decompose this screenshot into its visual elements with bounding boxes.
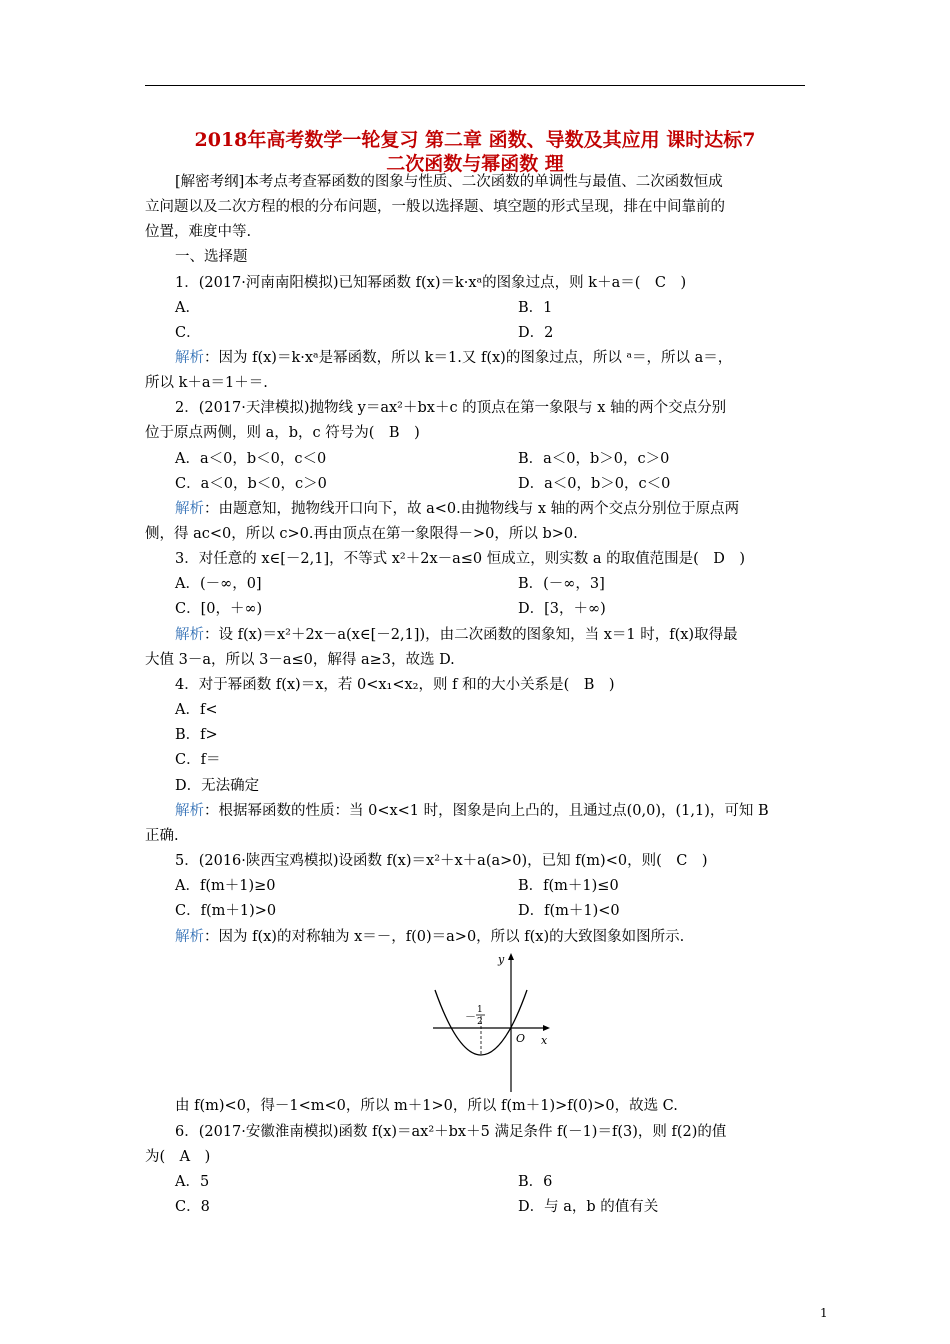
q4-solution-text: ：根据幂函数的性质：当 0<x<1 时，图象是向上凸的，且通过点(0,0)，(1,1)，可知 B bbox=[204, 803, 769, 819]
q1-stem: 1．(2017·河南南阳模拟)已知幂函数 f(x)＝k·xᵃ的图象过点，则 k＋a＝( C ) bbox=[175, 275, 687, 291]
q2-solution-line-2: 侧，得 ac<0，所以 c>0.再由顶点在第一象限得－>0，所以 b>0. bbox=[145, 526, 578, 542]
solution-label: 解析 bbox=[175, 803, 204, 819]
q5-option-c: C．f(m＋1)>0 bbox=[175, 903, 277, 919]
q2-solution-text: ：由题意知，抛物线开口向下，故 a<0.由抛物线与 x 轴的两个交点分别位于原点两 bbox=[204, 501, 740, 517]
parabola-figure bbox=[425, 950, 555, 1095]
q4-solution-line-1 bbox=[175, 801, 845, 821]
q1-solution-line-1 bbox=[175, 348, 845, 368]
page-title-line-2: 二次函数与幂函数 理 bbox=[386, 153, 564, 175]
tick-label-denominator: 2 bbox=[477, 1017, 483, 1027]
q6-option-a: A．5 bbox=[175, 1174, 210, 1190]
q4-option-d: D．无法确定 bbox=[175, 778, 260, 794]
header-rule bbox=[145, 85, 805, 86]
intro-line-1: [解密考纲]本考点考查幂函数的图象与性质、二次函数的单调性与最值、二次函数恒成 bbox=[175, 174, 723, 190]
q4-solution-line-2: 正确. bbox=[145, 828, 179, 844]
q4-option-a: A．f< bbox=[175, 702, 218, 718]
q2-stem-line-1: 2．(2017·天津模拟)抛物线 y＝ax²＋bx＋c 的顶点在第一象限与 x 轴的两个交点分别 bbox=[175, 400, 727, 416]
q4-option-c: C．f＝ bbox=[175, 752, 221, 768]
q3-option-c: C．[0，＋∞) bbox=[175, 601, 263, 617]
q6-options-row-1 bbox=[175, 1172, 845, 1192]
q6-stem-line-1: 6．(2017·安徽淮南模拟)函数 f(x)＝ax²＋bx＋5 满足条件 f(－1)＝f(3)，则 f(2)的值 bbox=[175, 1124, 727, 1140]
q5-solution-line-1 bbox=[175, 927, 845, 947]
q4-stem: 4．对于幂函数 f(x)＝x，若 0<x₁<x₂，则 f 和的大小关系是( B ) bbox=[175, 677, 615, 693]
tick-label-minus: － bbox=[465, 1010, 476, 1023]
q1-option-a: A． bbox=[175, 300, 200, 316]
q1-option-d: D．2 bbox=[518, 325, 554, 341]
solution-label: 解析 bbox=[175, 929, 204, 945]
q3-option-d: D．[3，＋∞) bbox=[518, 601, 606, 617]
q3-option-b: B．(－∞，3] bbox=[518, 576, 605, 592]
q2-stem-line-2: 位于原点两侧，则 a，b，c 符号为( B ) bbox=[145, 425, 420, 441]
q5-options-row-2 bbox=[175, 901, 845, 921]
q2-options-row-1 bbox=[175, 449, 845, 469]
q2-option-d: D．a＜0，b＞0，c＜0 bbox=[518, 476, 671, 492]
tick-label-numerator: 1 bbox=[477, 1005, 483, 1015]
q2-option-b: B．a＜0，b＞0，c＞0 bbox=[518, 451, 670, 467]
x-axis-label: x bbox=[541, 1034, 548, 1047]
q6-stem-line-2: 为( A ) bbox=[145, 1149, 211, 1165]
q5-stem: 5．(2016·陕西宝鸡模拟)设函数 f(x)＝x²＋x＋a(a>0)，已知 f(m)<0，则( C ) bbox=[175, 853, 708, 869]
q2-options-row-2 bbox=[175, 474, 845, 494]
q3-options-row-1 bbox=[175, 574, 845, 594]
q3-solution-text: ：设 f(x)＝x²＋2x－a(x∈[－2,1])，由二次函数的图象知，当 x＝1 时，f(x)取得最 bbox=[204, 627, 738, 643]
q1-option-c: C． bbox=[175, 325, 201, 341]
q5-solution-text: ：因为 f(x)的对称轴为 x＝－，f(0)＝a>0，所以 f(x)的大致图象如图所示. bbox=[204, 929, 685, 945]
q2-solution-line-1 bbox=[175, 499, 845, 519]
q1-solution-line-2: 所以 k＋a＝1＋＝. bbox=[145, 375, 268, 391]
q3-stem: 3．对任意的 x∈[－2,1]，不等式 x²＋2x－a≤0 恒成立，则实数 a 的取值范围是( D ) bbox=[175, 551, 746, 567]
q6-option-c: C．8 bbox=[175, 1199, 210, 1215]
q3-solution-line-2: 大值 3－a，所以 3－a≤0，解得 a≥3，故选 D. bbox=[145, 652, 455, 668]
q1-option-b: B．1 bbox=[518, 300, 553, 316]
q1-options-row-1 bbox=[175, 298, 845, 318]
solution-label: 解析 bbox=[175, 350, 204, 366]
page-title-line-1: 2018年高考数学一轮复习 第二章 函数、导数及其应用 课时达标7 bbox=[194, 129, 756, 151]
q3-option-a: A．(－∞，0] bbox=[175, 576, 262, 592]
q6-option-d: D．与 a，b 的值有关 bbox=[518, 1199, 659, 1215]
q4-option-b: B．f> bbox=[175, 727, 218, 743]
y-axis-label: y bbox=[498, 953, 505, 966]
q5-option-b: B．f(m＋1)≤0 bbox=[518, 878, 619, 894]
q2-option-a: A．a＜0，b＜0，c＜0 bbox=[175, 451, 327, 467]
q5-solution-line-2: 由 f(m)<0，得－1<m<0，所以 m＋1>0，所以 f(m＋1)>f(0)>0，故选 C. bbox=[175, 1098, 678, 1114]
section-heading: 一、选择题 bbox=[175, 249, 248, 265]
q3-options-row-2 bbox=[175, 599, 845, 619]
page-number: 1 bbox=[820, 1306, 828, 1320]
intro-line-2: 立问题以及二次方程的根的分布问题，一般以选择题、填空题的形式呈现，排在中间靠前的 bbox=[145, 199, 725, 215]
y-axis-arrow bbox=[508, 953, 514, 960]
q2-option-c: C．a＜0，b＜0，c＞0 bbox=[175, 476, 327, 492]
origin-label: O bbox=[516, 1032, 526, 1045]
q3-solution-line-1 bbox=[175, 625, 845, 645]
solution-label: 解析 bbox=[175, 501, 204, 517]
q5-options-row-1 bbox=[175, 876, 845, 896]
q5-option-a: A．f(m＋1)≥0 bbox=[175, 878, 276, 894]
q5-option-d: D．f(m＋1)<0 bbox=[518, 903, 620, 919]
intro-line-3: 位置，难度中等. bbox=[145, 224, 252, 240]
q6-option-b: B．6 bbox=[518, 1174, 553, 1190]
q1-solution-text: ：因为 f(x)＝k·xᵃ是幂函数，所以 k＝1.又 f(x)的图象过点，所以 ᵃ＝，所以 a＝， bbox=[204, 350, 733, 366]
q1-options-row-2 bbox=[175, 323, 845, 343]
x-axis-arrow bbox=[543, 1025, 550, 1031]
q6-options-row-2 bbox=[175, 1197, 845, 1217]
solution-label: 解析 bbox=[175, 627, 204, 643]
